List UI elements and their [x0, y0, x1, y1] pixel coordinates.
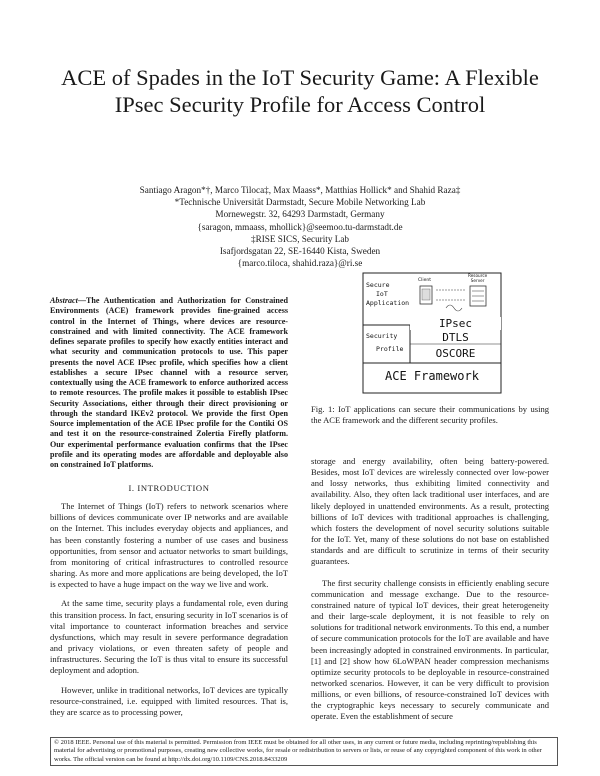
right-paragraph-1: storage and energy availability, often being battery-powered. Besides, most IoT devices are wirelessly connected over low-power and lossy networks, thus exhibiting limited connectivity and availability. Also, they often lack traditional user interfaces, and are likely deployed in unattended environments. As a result, protecting billions of IoT devices with traditional approaches is challenging, which fosters the development of novel security solutions suitable for the IoT. Yet, many of these solutions do not base on established standards and are difficult to scrutinize in terms of their security guarantees.	[311, 456, 549, 567]
affiliation-1: *Technische Universität Darmstadt, Secure Mobile Networking Lab	[174, 197, 426, 208]
author-block	[40, 184, 560, 269]
right-column-text	[311, 456, 549, 723]
figure-caption: Fig. 1: IoT applications can secure their communications by using the ACE framework and the different security profiles.	[311, 404, 549, 426]
dtls-label: DTLS	[442, 331, 469, 344]
author-names: Santiago Aragon*†, Marco Tiloca‡, Max Maass*, Matthias Hollick* and Shahid Raza‡	[139, 185, 461, 195]
security-profile-label: Security Profile	[366, 332, 404, 353]
secure-app-label: Secure IoT Application	[366, 281, 410, 307]
abstract-label: Abstract	[50, 296, 78, 305]
oscore-label: OSCORE	[435, 347, 476, 360]
resource-server-label: Resource Server	[468, 273, 488, 283]
affiliation-2: ‡RISE SICS, Security Lab	[251, 233, 349, 244]
affiliation-1-address: Mornewegstr. 32, 64293 Darmstadt, Germany	[215, 209, 385, 220]
abstract	[50, 296, 288, 470]
paper-title: ACE of Spades in the IoT Security Game: A Flexible IPsec Security Profile for Access Control	[61, 65, 539, 117]
client-label: Client	[418, 278, 432, 283]
right-paragraph-2: The first security challenge consists in efficiently enabling secure communication and message exchange. Due to the resource-constrained nature of typical IoT devices, their great heterogeneity and their large-scale deployment, it is not feasible to rely on solutions for traditional network environments. To this end, a number of secure communication protocols for the IoT are available and have been increasingly adopted in constrained environments. In particular, [1] and [2] show how 6LoWPAN header compression mechanisms optimize security protocols to be deployable in resource-constrained networked scenarios. However, it can be very difficult to provision millions, or even billions, of resource-constrained IoT devices with the cryptographic keys necessary to securely communicate and operate. Even the establishment of secure	[311, 577, 549, 722]
ipsec-label: IPsec	[410, 317, 501, 330]
figure-1	[362, 272, 502, 394]
section-heading: I. INTRODUCTION	[128, 483, 210, 493]
ace-framework-label: ACE Framework	[385, 369, 479, 383]
affiliation-2-email: {marco.tiloca, shahid.raza}@ri.se	[237, 258, 363, 269]
introduction	[50, 483, 288, 718]
copyright-notice: © 2018 IEEE. Personal use of this material is permitted. Permission from IEEE must be obtained for all other uses, in any current or future media, including reprinting/republishing this material for advertising or promotional purposes, creating new collective works, for resale or redistribution to servers or lists, or reuse of any copyrighted component of this work in other works. The official version can be found at http://dx.doi.org/10.1109/CNS.2018.8433209	[50, 737, 558, 766]
intro-paragraph-2: At the same time, security plays a fundamental role, even during this transition process. In fact, ensuring security in IoT scenarios is of vital importance to counteract information breaches and service dysfunctions, which may result in severe performance degradation and privacy violations, or even threaten safety of people and infrastructures. Securing the IoT is thus vital to ensure its successful deployment and adoption.	[50, 598, 288, 676]
intro-paragraph-3: However, unlike in traditional networks, IoT devices are typically resource-constrained, i.e. equipped with limited resources. That is, they are scarce as to processing power,	[50, 684, 288, 717]
affiliation-2-address: Isafjordsgatan 22, SE-16440 Kista, Sweden	[219, 246, 381, 257]
intro-paragraph-1: The Internet of Things (IoT) refers to network scenarios where billions of devices communicate over IP networks and are available on the Internet. This includes everyday objects and appliances, and has been constantly fostering a number of use cases and business opportunities, from sensor and actuator networks to smart buildings, from monitoring of critical infrastructures to controlled resource sharing. As more and more applications are being developed, the IoT is expected to have a huge impact on the way we live and work.	[50, 501, 288, 590]
affiliation-1-email: {saragon, mmaass, mhollick}@seemoo.tu-darmstadt.de	[197, 221, 403, 232]
abstract-text: —The Authentication and Authorization for Constrained Environments (ACE) framework provides fine-grained access control in the Internet of Things, where devices are resource-constrained and with limited connectivity. The ACE framework defines separate profiles to specify how exactly entities interact and what security and communication protocols to use. This paper presents the novel ACE IPsec profile, which specifies how a client establishes a secure IPsec channel with a resource server, contextually using the ACE framework to enforce authorized access to remote resources. The profile makes it possible to establish IPsec Security Associations, either through their direct provisioning or through the standard IKEv2 protocol. We provide the first Open Source implementation of the ACE IPsec profile for the Contiki OS and test it on the resource-constrained Zolertia Firefly platform. Our experimental performance evaluation confirms that the IPsec profile and its operating modes are affordable and deployable also on constrained IoT platforms.	[50, 296, 288, 469]
